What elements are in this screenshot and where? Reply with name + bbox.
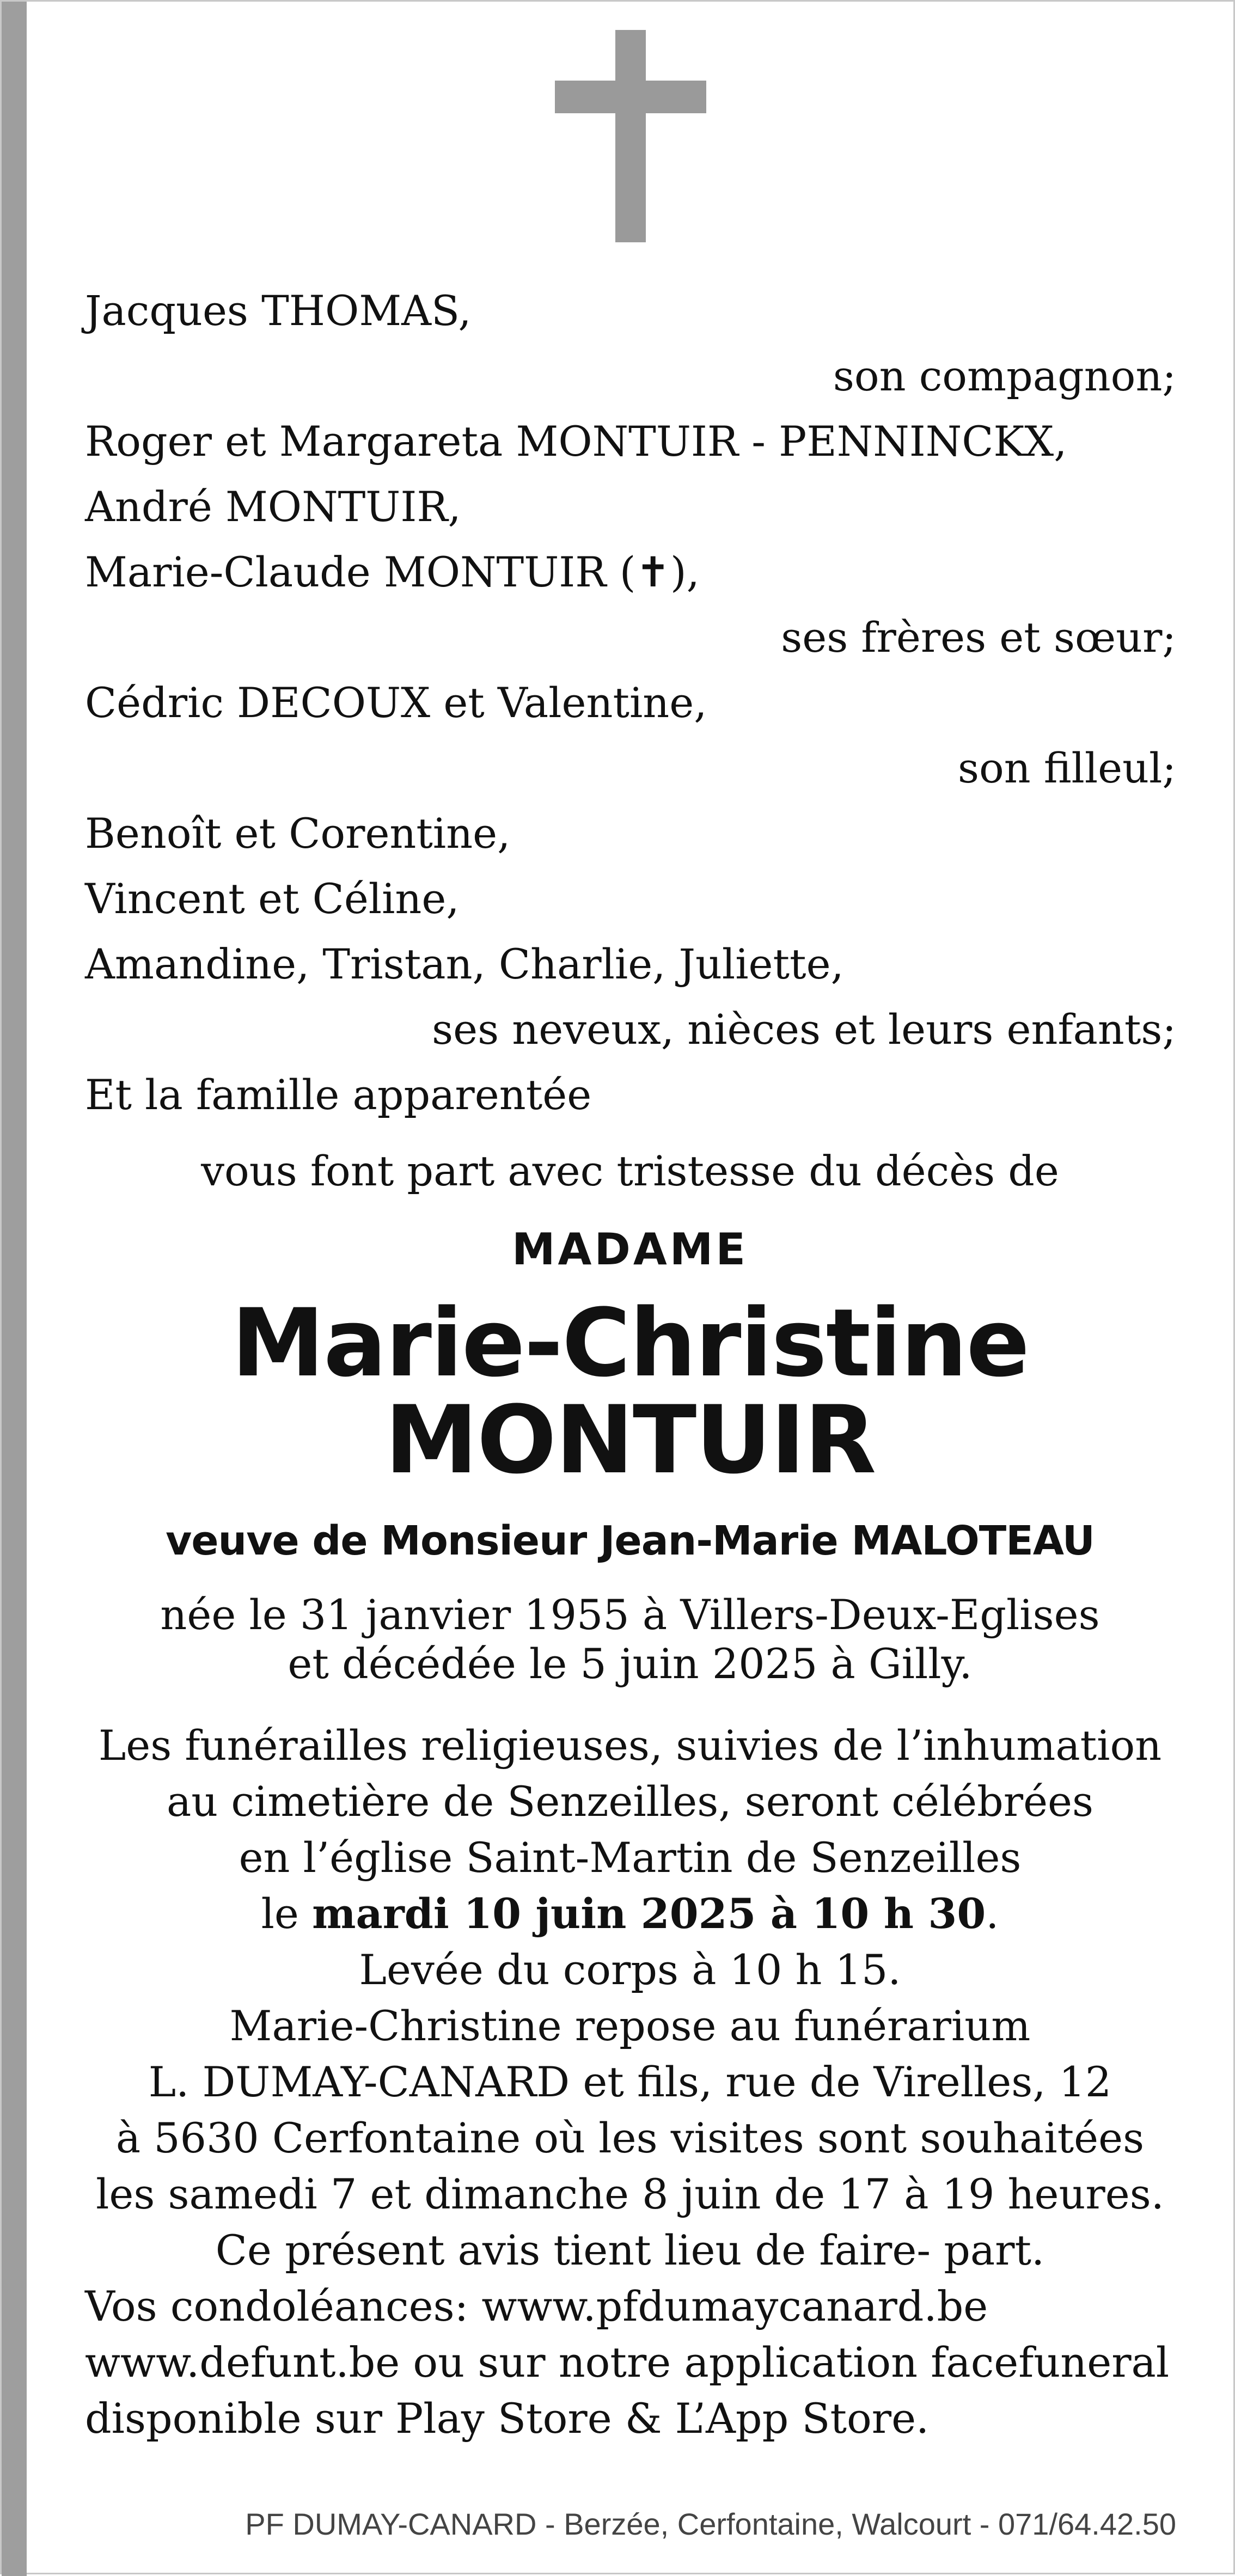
cross-horizontal-bar	[555, 81, 706, 113]
birth-text: née le 31 janvier 1955 à Villers-Deux-Eglises	[160, 1590, 1100, 1639]
relation-line: son filleul;	[957, 744, 1176, 792]
family-line: Roger et Margareta MONTUIR - PENNINCKX,	[85, 417, 1067, 466]
funeral-line: en l’église Saint-Martin de Senzeilles	[239, 1833, 1022, 1882]
family-line: Marie-Claude MONTUIR (✝),	[85, 548, 700, 596]
funeral-line: Marie-Christine repose au funérarium	[229, 2002, 1031, 2050]
deceased-last-name: MONTUIR	[384, 1385, 876, 1495]
funeral-date: mardi 10 juin 2025 à 10 h 30	[312, 1889, 986, 1938]
funeral-line: à 5630 Cerfontaine où les visites sont souhaitées	[115, 2114, 1145, 2162]
funeral-date-suffix: .	[986, 1889, 999, 1938]
funeral-line: Les funérailles religieuses, suivies de l’inhumation	[98, 1721, 1162, 1770]
funeral-home-footer: PF DUMAY-CANARD - Berzée, Cerfontaine, Walcourt - 071/64.42.50	[245, 2507, 1176, 2541]
funeral-line: les samedi 7 et dimanche 8 juin de 17 à 19 heures.	[96, 2170, 1164, 2218]
relation-line: son compagnon;	[833, 352, 1176, 400]
relation-line: ses neveux, nièces et leurs enfants;	[432, 1005, 1176, 1054]
family-line: André MONTUIR,	[85, 482, 461, 531]
family-line: Amandine, Tristan, Charlie, Juliette,	[85, 940, 844, 988]
family-line: Et la famille apparentée	[85, 1070, 592, 1119]
family-line: Jacques THOMAS,	[85, 286, 472, 335]
condolences-line: Vos condoléances: www.pfdumaycanard.be	[85, 2282, 988, 2330]
deceased-first-name: Marie-Christine	[231, 1288, 1029, 1398]
funeral-line: Levée du corps à 10 h 15.	[359, 1945, 901, 1994]
funeral-date-line	[27, 1889, 1233, 1938]
widow-of-text: veuve de Monsieur Jean-Marie MALOTEAU	[166, 1518, 1095, 1564]
condolences-line: disponible sur Play Store & L’App Store.	[85, 2394, 930, 2443]
cross-vertical-bar	[615, 30, 646, 242]
left-border-bar	[2, 2, 27, 2576]
funeral-line: L. DUMAY-CANARD et fils, rue de Virelles, 12	[148, 2058, 1112, 2106]
family-line: Benoît et Corentine,	[85, 809, 511, 858]
family-line: Cédric DECOUX et Valentine,	[85, 678, 707, 727]
relation-line: ses frères et sœur;	[781, 613, 1176, 662]
funeral-line: au cimetière de Senzeilles, seront célébrées	[166, 1777, 1094, 1826]
funeral-line: Ce présent avis tient lieu de faire- part.	[215, 2226, 1045, 2274]
announcement-text: vous font part avec tristesse du décès de	[201, 1147, 1059, 1195]
death-text: et décédée le 5 juin 2025 à Gilly.	[288, 1639, 973, 1688]
funeral-date-prefix: le	[261, 1889, 313, 1938]
deceased-title: MADAME	[511, 1224, 749, 1275]
family-line: Vincent et Céline,	[85, 874, 460, 923]
condolences-line: www.defunt.be ou sur notre application facefuneral	[85, 2338, 1170, 2387]
